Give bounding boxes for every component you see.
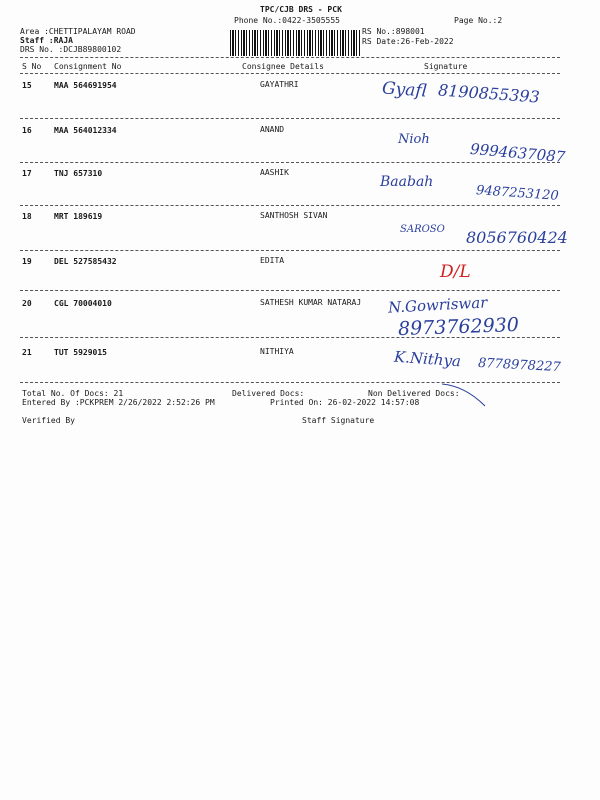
row-sno: 19 bbox=[22, 257, 32, 266]
row-consignment: DEL 527585432 bbox=[54, 257, 117, 266]
row-divider bbox=[20, 118, 560, 119]
report-title: TPC/CJB DRS - PCK bbox=[260, 5, 342, 14]
staff-label: Staff :RAJA bbox=[20, 36, 73, 45]
row-consignee: GAYATHRI bbox=[260, 80, 299, 89]
phone-number: Phone No.:0422-3505555 bbox=[234, 16, 340, 25]
row-consignment: TNJ 657310 bbox=[54, 169, 103, 178]
handwritten-delivery-note: D/L bbox=[440, 262, 471, 282]
page-number: Page No.:2 bbox=[454, 16, 503, 25]
column-header-sno: S No bbox=[22, 62, 42, 71]
handwritten-phone: 8190855393 bbox=[437, 80, 541, 107]
drs-number: DRS No. :DCJB89800102 bbox=[20, 45, 122, 54]
row-sno: 20 bbox=[22, 299, 32, 308]
handwritten-phone: 8973762930 bbox=[397, 313, 520, 341]
rs-date: RS Date:26-Feb-2022 bbox=[362, 37, 454, 46]
entered-by: Entered By :PCKPREM 2/26/2022 2:52:26 PM bbox=[22, 398, 215, 407]
verified-by: Verified By bbox=[22, 416, 75, 425]
row-consignee: NITHIYA bbox=[260, 347, 294, 356]
pen-stroke bbox=[440, 380, 490, 410]
total-docs: Total No. Of Docs: 21 bbox=[22, 389, 124, 398]
non-delivered-docs: Non Delivered Docs: bbox=[368, 389, 460, 398]
rs-number: RS No.:898001 bbox=[362, 27, 425, 36]
handwritten-phone: 8056760424 bbox=[466, 228, 568, 247]
row-sno: 16 bbox=[22, 126, 32, 135]
row-divider bbox=[20, 250, 560, 251]
row-divider bbox=[20, 337, 560, 338]
area-label: Area :CHETTIPALAYAM ROAD bbox=[20, 27, 136, 36]
row-divider bbox=[20, 290, 560, 291]
row-sno: 21 bbox=[22, 348, 32, 357]
row-consignment: MAA 564012334 bbox=[54, 126, 117, 135]
row-consignment: MAA 564691954 bbox=[54, 81, 117, 90]
row-sno: 18 bbox=[22, 212, 32, 221]
delivered-docs: Delivered Docs: bbox=[232, 389, 305, 398]
handwritten-signature: K.Nithya bbox=[393, 347, 462, 371]
handwritten-phone: 9994637087 bbox=[469, 139, 567, 167]
handwritten-signature: Baabah bbox=[380, 174, 434, 190]
row-divider bbox=[20, 162, 560, 163]
handwritten-signature: N.Gowriswar bbox=[387, 293, 488, 317]
row-consignee: SANTHOSH SIVAN bbox=[260, 211, 328, 220]
column-header-signature: Signature bbox=[424, 62, 468, 71]
handwritten-signature: Nioh bbox=[398, 132, 430, 147]
staff-signature: Staff Signature bbox=[302, 416, 375, 425]
row-consignee: AASHIK bbox=[260, 168, 289, 177]
row-consignment: TUT 5929015 bbox=[54, 348, 107, 357]
divider bbox=[20, 73, 560, 74]
printed-on: Printed On: 26-02-2022 14:57:08 bbox=[270, 398, 420, 407]
barcode bbox=[230, 30, 360, 56]
row-consignee: ANAND bbox=[260, 125, 285, 134]
row-consignee: EDITA bbox=[260, 256, 285, 265]
row-sno: 15 bbox=[22, 81, 32, 90]
column-header-consignment: Consignment No bbox=[54, 62, 122, 71]
row-consignment: CGL 70004010 bbox=[54, 299, 112, 308]
column-header-consignee: Consignee Details bbox=[242, 62, 324, 71]
row-consignee: SATHESH KUMAR NATARAJ bbox=[260, 298, 362, 307]
handwritten-signature: Gyafl bbox=[381, 78, 428, 102]
handwritten-phone: 9487253120 bbox=[475, 183, 560, 204]
row-consignment: MRT 189619 bbox=[54, 212, 103, 221]
divider bbox=[20, 57, 560, 58]
row-sno: 17 bbox=[22, 169, 32, 178]
handwritten-signature: SAROSO bbox=[400, 224, 445, 235]
handwritten-phone: 8778978227 bbox=[477, 355, 562, 376]
row-divider bbox=[20, 205, 560, 206]
